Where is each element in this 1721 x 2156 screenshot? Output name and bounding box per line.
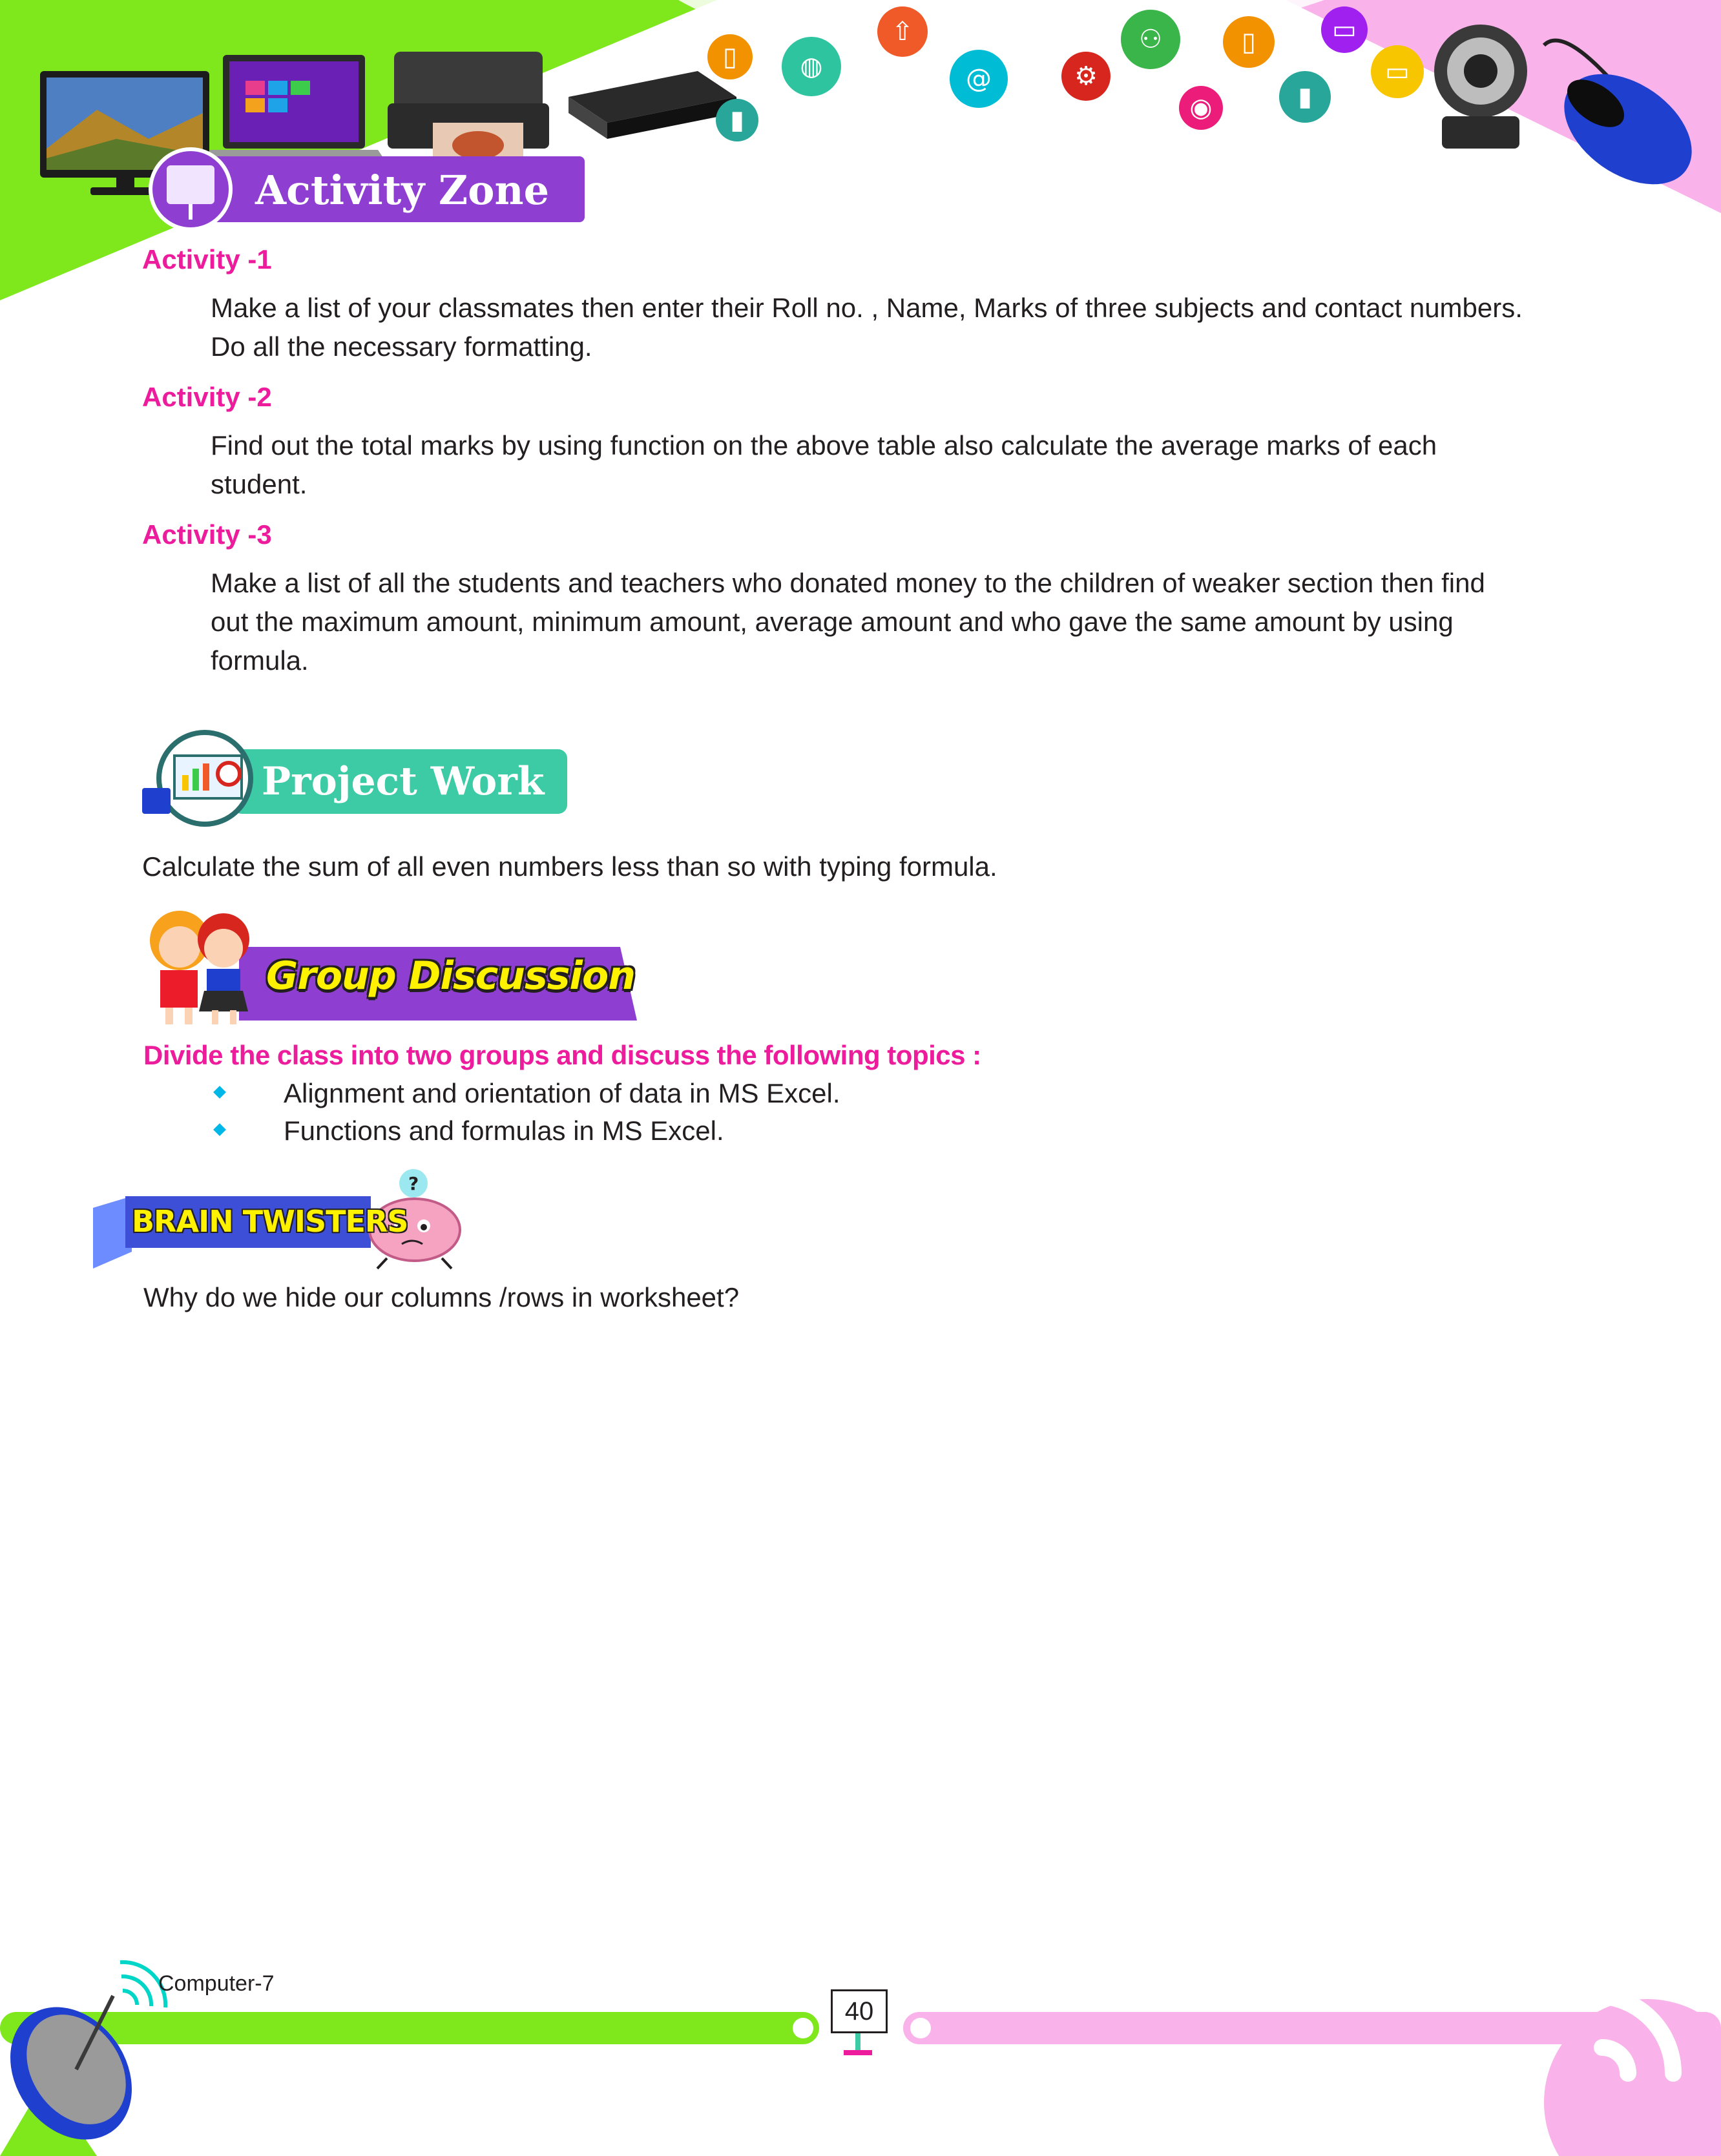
activity-3-text-line-3: formula.	[211, 645, 309, 676]
brain-twisters-title: BRAIN TWISTERS	[132, 1204, 408, 1239]
laptop-image	[197, 55, 391, 169]
brain-twisters-question: Why do we hide our columns /rows in worksheet?	[143, 1282, 740, 1312]
activity-2-text-line-1: Find out the total marks by using function on the above table also calculate the average marks of each	[211, 430, 1437, 461]
page-number: 40	[831, 1989, 888, 2033]
bullet-icon	[213, 1086, 226, 1099]
gears-icon: ⚙	[1061, 52, 1111, 101]
activity-3-text-line-2: out the maximum amount, minimum amount, average amount and who gave the same amount by using	[211, 606, 1454, 637]
activity-1-text-line-1: Make a list of your classmates then enter their Roll no. , Name, Marks of three subjects and contact numbers.	[211, 293, 1523, 323]
activity-1-text-line-2: Do all the necessary formatting.	[211, 331, 592, 362]
folder-icon: ▭	[1321, 6, 1368, 53]
group-discussion-intro: Divide the class into two groups and discuss the following topics :	[143, 1040, 981, 1070]
activity-2-heading: Activity -2	[142, 382, 272, 412]
svg-text:?: ?	[408, 1173, 419, 1194]
group-discussion-title: Group Discussion	[266, 953, 635, 999]
brain-twisters-banner	[93, 1168, 468, 1271]
upload-icon: ⇧	[877, 6, 928, 57]
project-work-banner	[142, 730, 568, 827]
scanner-image	[568, 71, 736, 139]
chart-down-icon: ▮	[1279, 71, 1331, 123]
at-sign-icon: @	[950, 50, 1008, 108]
activity-3-text-line-1: Make a list of all the students and teachers who donated money to the children of weaker section then find	[211, 568, 1485, 598]
monitor-icon: ▭	[1371, 45, 1424, 98]
bar-chart-icon: ▮	[716, 99, 758, 141]
network-icon: ⚇	[1121, 10, 1180, 69]
topic-item-1: Alignment and orientation of data in MS Excel.	[284, 1078, 840, 1108]
mouse-icon: ▯	[707, 34, 753, 79]
mouse-icon-2: ▯	[1223, 16, 1275, 68]
printer-image	[388, 52, 549, 171]
activity-zone-title: Activity Zone	[255, 167, 550, 214]
activity-zone-banner	[149, 156, 585, 222]
project-work-icon	[156, 730, 253, 827]
project-work-text: Calculate the sum of all even numbers less than so with typing formula.	[142, 851, 997, 882]
bullet-icon	[213, 1123, 226, 1136]
lock-icon	[142, 788, 171, 814]
topic-item-2: Functions and formulas in MS Excel.	[284, 1115, 724, 1146]
activity-zone-icon	[149, 147, 233, 231]
globe-icon: ◍	[782, 37, 841, 96]
webcam-image	[1434, 25, 1527, 149]
group-discussion-banner	[142, 907, 646, 1026]
activity-2-text-line-2: student.	[211, 469, 308, 499]
gamepad-icon: ◉	[1179, 86, 1223, 130]
footer-book-title: Computer-7	[158, 1971, 275, 1996]
project-work-title: Project Work	[262, 759, 545, 804]
activity-3-heading: Activity -3	[142, 519, 272, 550]
activity-1-heading: Activity -1	[142, 244, 272, 275]
